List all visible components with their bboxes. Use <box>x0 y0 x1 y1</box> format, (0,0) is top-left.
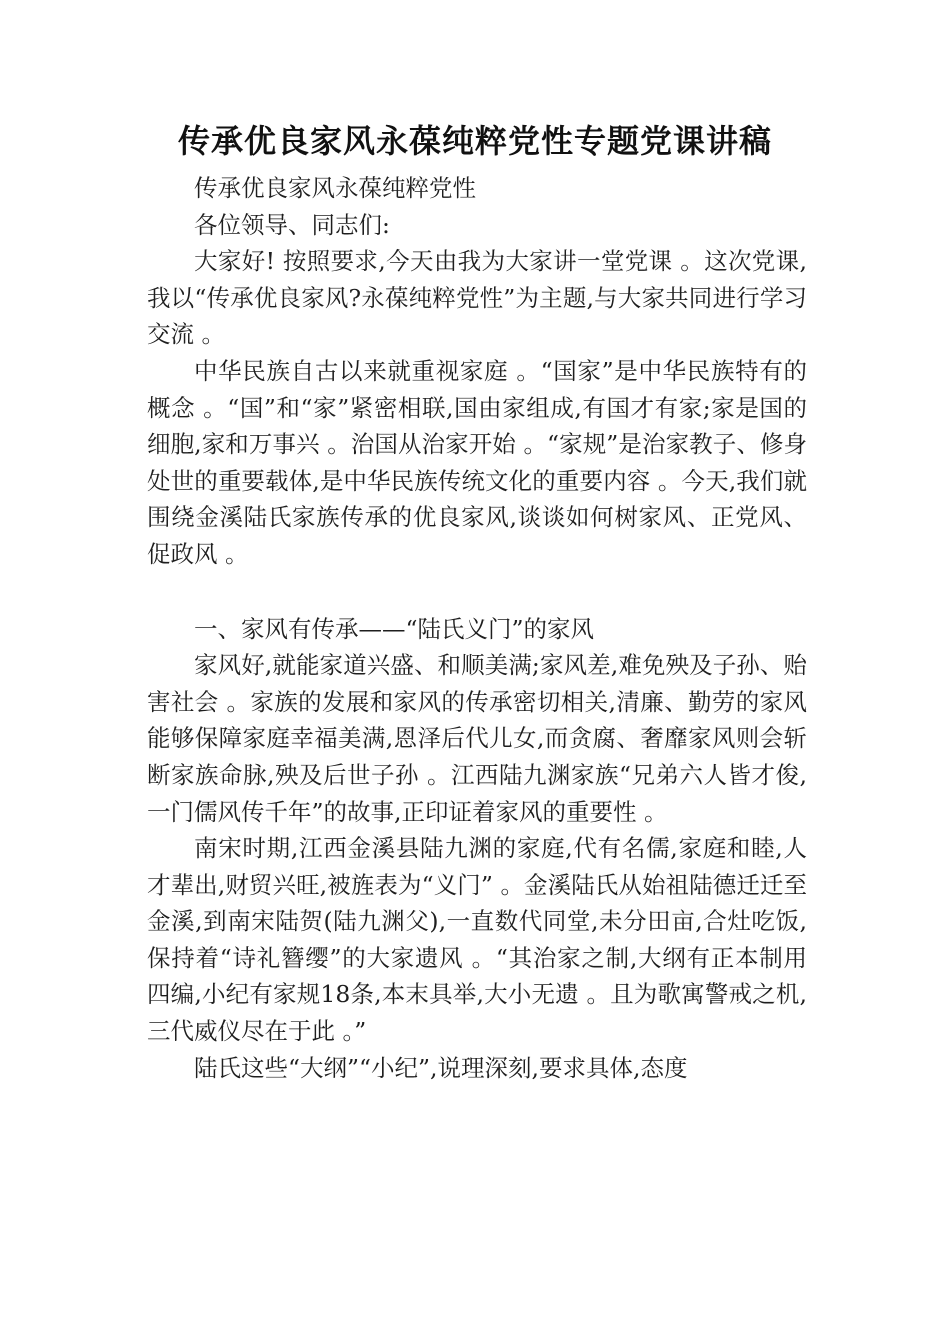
body-paragraph: 家风好,就能家道兴盛、和顺美满;家风差,难免殃及子孙、贻害社会 。家族的发展和家风的传承密切相关,清廉、勤劳的家风能够保障家庭幸福美满,恩泽后代儿女,而贪腐、奢靡家风则会斩断家族命脉,殃及后世子孙 。江西陆九渊家族“兄弟六人皆才俊,一门儒风传千年”的故事,正印证着家风的重要性 。 <box>147 651 807 826</box>
body-paragraph: 中华民族自古以来就重视家庭 。“国家”是中华民族特有的概念 。“国”和“家”紧密相联,国由家组成,有国才有家;家是国的细胞,家和万事兴 。治国从治家开始 。“家规”是治家教子、修身处世的重要载体,是中华民族传统文化的重要内容 。今天,我们就围绕金溪陆氏家族传承的优良家风,谈谈如何树家风、正党风、促政风 。 <box>147 356 807 568</box>
page-title: 传承优良家风永葆纯粹党性专题党课讲稿 <box>177 122 772 160</box>
section-heading: 一、家风有传承——“陆氏义门”的家风 <box>194 614 595 643</box>
salutation-paragraph: 各位领导、同志们: <box>194 210 390 239</box>
body-paragraph: 陆氏这些“大纲”“小纪”,说理深刻,要求具体,态度 <box>194 1053 688 1082</box>
document-body <box>147 170 807 1086</box>
body-paragraph: 南宋时期,江西金溪县陆九渊的家庭,代有名儒,家庭和睦,人才辈出,财贸兴旺,被旌表为“义门” 。金溪陆氏从始祖陆德迁迁至金溪,到南宋陆贺(陆九渊父),一直数代同堂,未分田亩,合灶吃饭,保持着“诗礼簪缨”的大家遗风 。“其治家之制,大纲有正本制用四编,小纪有家规18条,本末具举,大小无遗 。且为歌寓警戒之机,三代威仪尽在于此 。” <box>147 834 807 1046</box>
subtitle-paragraph: 传承优良家风永葆纯粹党性 <box>194 174 476 202</box>
intro-paragraph: 大家好! 按照要求,今天由我为大家讲一堂党课 。这次党课,我以“传承优良家风?永葆纯粹党性”为主题,与大家共同进行学习交流 。 <box>147 247 807 349</box>
paragraph-spacer <box>147 573 807 611</box>
